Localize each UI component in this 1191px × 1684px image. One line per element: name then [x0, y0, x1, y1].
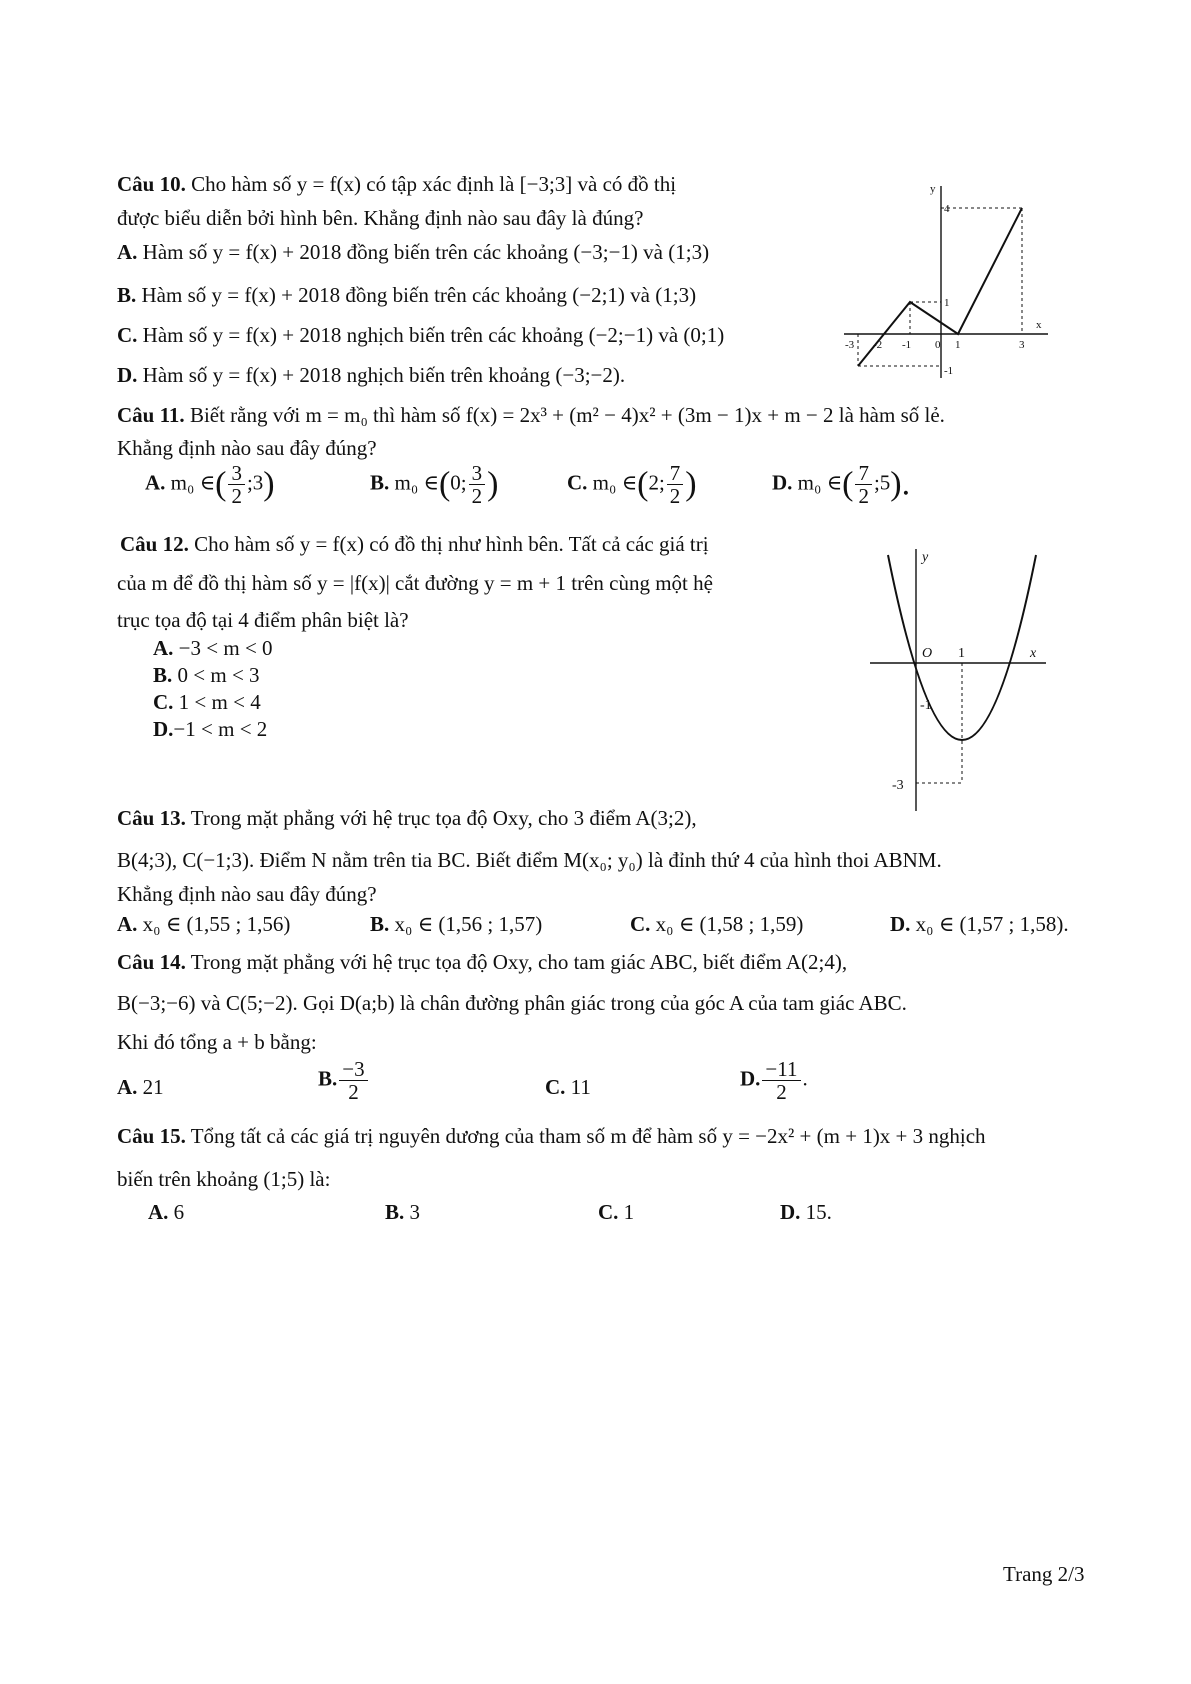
q12-label: Câu 12.: [120, 532, 189, 556]
q15-option-d: D. 15.: [780, 1200, 832, 1224]
q13-option-a: A. x₀ ∈ (1,55 ; 1,56): [117, 912, 291, 936]
q12-option-c: C. 1 < m < 4: [153, 690, 261, 714]
q10-tick-m2: -2: [873, 339, 883, 351]
q10-label: Câu 10.: [117, 172, 186, 196]
q13-stem2: B(4;3), C(−1;3). Điểm N nằm trên tia BC. Biết điểm M(x₀; y₀) là đỉnh thứ 4 của hình thoi ABNM.: [117, 848, 942, 872]
q13-option-d: D. x₀ ∈ (1,57 ; 1,58).: [890, 912, 1069, 936]
page-number: Trang 2/3: [1003, 1562, 1085, 1586]
q10-tick-m1: -1: [902, 339, 912, 351]
q11-option-c: C. m₀ ∈(2; $\frac{7}{2}$ ): [567, 461, 697, 509]
q10-tick-zero: 0: [935, 339, 941, 351]
q10-tick-y4: 4: [944, 203, 950, 215]
q10-stem2: được biểu diễn bởi hình bên. Khẳng định nào sau đây là đúng?: [117, 206, 644, 230]
q10-option-d: D. Hàm số y = f(x) + 2018 nghịch biến trên khoảng (−3;−2).: [117, 363, 626, 387]
q10-tick-m3: -3: [845, 339, 855, 351]
q12-stem2: của m để đồ thị hàm số y = |f(x)| cắt đường y = m + 1 trên cùng một hệ: [117, 571, 713, 595]
q11-option-d: D. m₀ ∈( $\frac{7}{2}$ ;5).: [772, 461, 911, 509]
q11-label: Câu 11.: [117, 403, 185, 427]
q15-option-a: A. 6: [148, 1200, 185, 1224]
q11-option-a: A. m₀ ∈( $\frac{3}{2}$ ;3): [145, 461, 275, 509]
q14-option-b: B. $\frac{-3}{2}$: [318, 1058, 370, 1103]
q10-x-label: x: [1036, 319, 1042, 331]
q13-label: Câu 13.: [117, 806, 186, 830]
q10-option-c: C. Hàm số y = f(x) + 2018 nghịch biến trên các khoảng (−2;−1) và (0;1): [117, 323, 725, 347]
q10-graph: [840, 178, 1050, 378]
q14-option-d: D. $\frac{-11}{2}$ .: [740, 1057, 808, 1105]
q12-option-a: A. −3 < m < 0: [153, 636, 273, 660]
q12-tick-ym3: -3: [892, 778, 904, 793]
q10-option-a: A. Hàm số y = f(x) + 2018 đồng biến trên các khoảng (−3;−1) và (1;3): [117, 240, 710, 264]
q14-option-a: A. 21: [117, 1075, 164, 1099]
q12-y-label: y: [922, 550, 929, 565]
q10-option-b: B. Hàm số y = f(x) + 2018 đồng biến trên các khoảng (−2;1) và (1;3): [117, 283, 697, 307]
q12-origin-label: O: [922, 646, 933, 661]
q10-tick-ym1: -1: [944, 365, 954, 377]
q10-tick-y1: 1: [944, 297, 950, 309]
q12-x-label: x: [1030, 646, 1037, 661]
q13-stem3: Khẳng định nào sau đây đúng?: [117, 882, 377, 906]
q11-stem2: Khẳng định nào sau đây đúng?: [117, 436, 377, 460]
q15-label: Câu 15.: [117, 1124, 186, 1148]
q13-option-b: B. x₀ ∈ (1,56 ; 1,57): [370, 912, 543, 936]
q12-tick-one: 1: [958, 646, 965, 661]
q12-graph: [870, 545, 1050, 815]
q12-tick-ym1: -1: [920, 698, 932, 713]
q14-stem-line1: Câu 14. Trong mặt phẳng với hệ trục tọa độ Oxy, cho tam giác ABC, biết điểm A(2;4),: [117, 950, 848, 974]
q11-option-b: B. m₀ ∈(0; $\frac{3}{2}$ ): [370, 461, 499, 509]
q12-stem-line1: Câu 12. Cho hàm số y = f(x) có đồ thị như hình bên. Tất cả các giá trị: [120, 532, 709, 556]
q11-stem-line1: Câu 11. Biết rằng với m = m₀ thì hàm số f(x) = 2x³ + (m² − 4)x² + (3m − 1)x + m − 2 là hàm số lẻ.: [117, 403, 945, 427]
q10-stem1: Cho hàm số y = f(x) có tập xác định là [−3;3] và có đồ thị: [191, 172, 677, 196]
q13-option-c: C. x₀ ∈ (1,58 ; 1,59): [630, 912, 804, 936]
q12-stem3: trục tọa độ tại 4 điểm phân biệt là?: [117, 608, 409, 632]
q12-option-b: B. 0 < m < 3: [153, 663, 260, 687]
q12-option-d: D.−1 < m < 2: [153, 717, 268, 741]
q15-stem-line1: Câu 15. Tổng tất cả các giá trị nguyên dương của tham số m để hàm số y = −2x² + (m + 1)x + 3 nghịch: [117, 1124, 986, 1148]
q10-tick-three: 3: [1019, 339, 1025, 351]
q13-stem-line1: Câu 13. Trong mặt phẳng với hệ trục tọa độ Oxy, cho 3 điểm A(3;2),: [117, 806, 697, 830]
q14-option-c: C. 11: [545, 1075, 591, 1099]
q15-option-c: C. 1: [598, 1200, 635, 1224]
q14-stem3: Khi đó tổng a + b bằng:: [117, 1030, 317, 1054]
q10-tick-one: 1: [955, 339, 961, 351]
q14-label: Câu 14.: [117, 950, 186, 974]
q15-option-b: B. 3: [385, 1200, 421, 1224]
q14-stem2: B(−3;−6) và C(5;−2). Gọi D(a;b) là chân đường phân giác trong của góc A của tam giác ABC.: [117, 991, 907, 1015]
q10-stem-line1: [117, 172, 676, 197]
q15-stem2: biến trên khoảng (1;5) là:: [117, 1167, 331, 1191]
q10-y-label: y: [930, 183, 936, 195]
